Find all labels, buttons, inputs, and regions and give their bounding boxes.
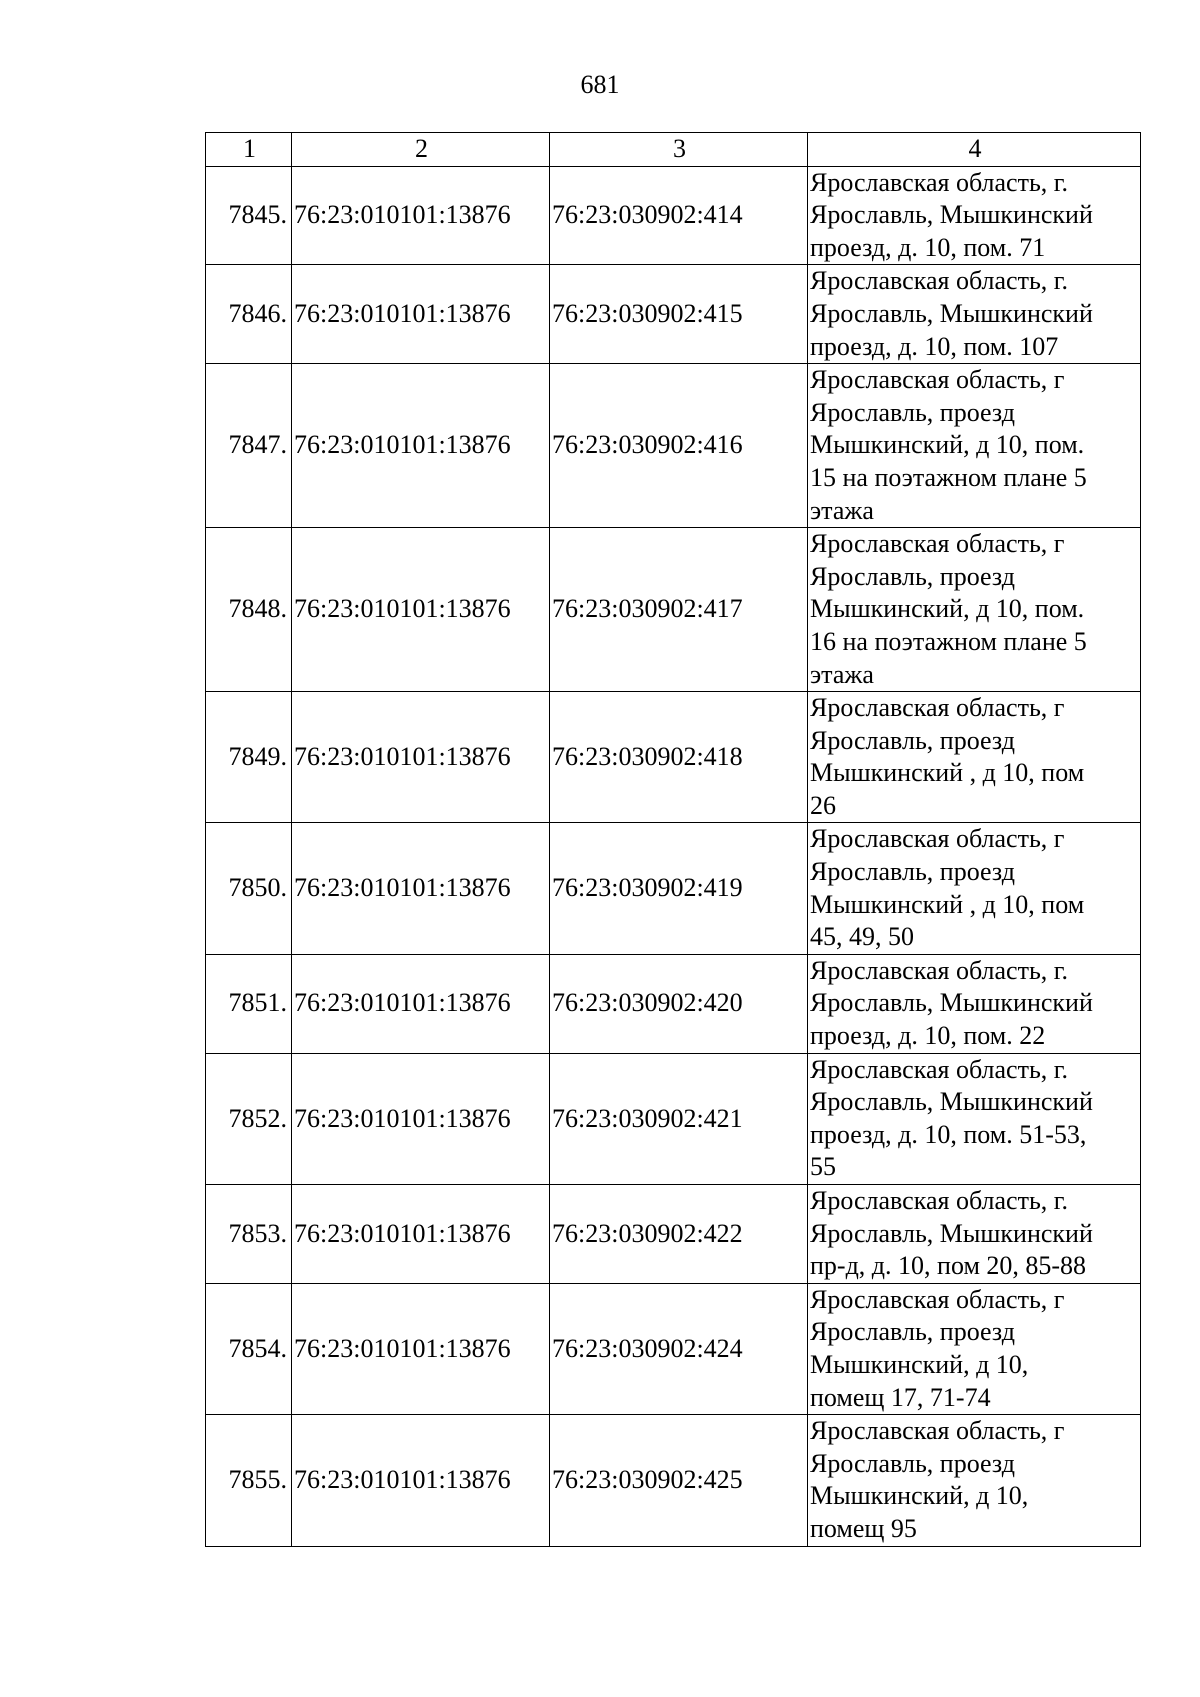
address-cell [808,528,1141,692]
address-line: 26 [810,790,836,820]
header-cell-1: 1 [206,133,292,167]
address-cell [808,265,1141,364]
table-row [206,1415,1141,1546]
header-cell-4: 4 [808,133,1141,167]
address-line: Ярославль, Мышкинский [810,298,1093,328]
second-cadastral-number-cell: 76:23:030902:421 [550,1053,808,1184]
second-cadastral-number-cell: 76:23:030902:415 [550,265,808,364]
row-number-cell: 7849. [206,692,292,823]
header-cell-3: 3 [550,133,808,167]
address-cell [808,1283,1141,1414]
address-line: Ярославская область, г [810,693,1065,723]
second-cadastral-number-cell: 76:23:030902:420 [550,954,808,1053]
table-row [206,1053,1141,1184]
address-line: Мышкинский, д 10, [810,1349,1029,1379]
address-line: Ярославская область, г. [810,1186,1069,1215]
first-cadastral-number-cell: 76:23:010101:13876 [292,954,550,1053]
table-row [206,265,1141,364]
first-cadastral-number-cell: 76:23:010101:13876 [292,265,550,364]
table-row [206,823,1141,954]
address-line: 55 [810,1152,836,1182]
address-line: Ярославль, Мышкинский [810,988,1093,1018]
row-number-cell: 7853. [206,1185,292,1284]
address-line: Ярославль, проезд [810,857,1015,887]
first-cadastral-number-cell: 76:23:010101:13876 [292,1415,550,1546]
row-number-cell: 7855. [206,1415,292,1546]
first-cadastral-number-cell: 76:23:010101:13876 [292,166,550,265]
address-line: Ярославская область, г [810,529,1065,559]
address-line: Ярославская область, г [810,1416,1065,1446]
address-line: Мышкинский, д 10, пом. [810,430,1085,460]
table-row [206,528,1141,692]
address-line: Ярославль, Мышкинский [810,1218,1093,1248]
header-cell-2: 2 [292,133,550,167]
row-number-cell: 7845. [206,166,292,265]
address-line: помещ 95 [810,1513,917,1543]
address-line: помещ 17, 71-74 [810,1382,991,1412]
address-line: Мышкинский , д 10, пом [810,889,1085,919]
table-body [206,166,1141,1546]
second-cadastral-number-cell: 76:23:030902:414 [550,166,808,265]
address-line: Ярославская область, г [810,1284,1065,1314]
table-row [206,1283,1141,1414]
table-row [206,954,1141,1053]
table-row [206,364,1141,528]
address-line: проезд, д. 10, пом. 51-53, [810,1119,1087,1149]
second-cadastral-number-cell: 76:23:030902:424 [550,1283,808,1414]
table-row [206,1185,1141,1284]
address-line: Ярославская область, г. [810,167,1069,197]
address-cell [808,1415,1141,1546]
address-line: Ярославская область, г [810,365,1065,395]
address-cell [808,954,1141,1053]
address-line: Ярославская область, г. [810,1054,1069,1084]
second-cadastral-number-cell: 76:23:030902:425 [550,1415,808,1546]
address-line: Мышкинский, д 10, пом. [810,594,1085,624]
page-number: 681 [580,70,620,99]
second-cadastral-number-cell: 76:23:030902:419 [550,823,808,954]
address-line: проезд, д. 10, пом. 107 [810,331,1059,361]
address-cell [808,1185,1141,1284]
first-cadastral-number-cell: 76:23:010101:13876 [292,1185,550,1284]
row-number-cell: 7854. [206,1283,292,1414]
address-line: Ярославль, проезд [810,561,1015,591]
row-number-cell: 7848. [206,528,292,692]
address-cell [808,1053,1141,1184]
address-line: Ярославская область, г. [810,955,1069,985]
first-cadastral-number-cell: 76:23:010101:13876 [292,1053,550,1184]
first-cadastral-number-cell: 76:23:010101:13876 [292,528,550,692]
address-line: Ярославль, проезд [810,725,1015,755]
second-cadastral-number-cell: 76:23:030902:417 [550,528,808,692]
address-line: проезд, д. 10, пом. 71 [810,232,1046,262]
address-line: Ярославль, проезд [810,397,1015,427]
table-row [206,692,1141,823]
address-line: Ярославль, проезд [810,1448,1015,1478]
row-number-cell: 7851. [206,954,292,1053]
address-line: Ярославская область, г. [810,266,1069,296]
address-line: Мышкинский, д 10, [810,1481,1029,1511]
address-line: Ярославль, Мышкинский [810,200,1093,230]
second-cadastral-number-cell: 76:23:030902:418 [550,692,808,823]
first-cadastral-number-cell: 76:23:010101:13876 [292,692,550,823]
address-line: 45, 49, 50 [810,922,914,952]
address-line: 16 на поэтажном плане 5 [810,626,1087,656]
address-cell [808,692,1141,823]
address-line: Ярославская область, г [810,824,1065,854]
registry-table [205,132,1141,1547]
second-cadastral-number-cell: 76:23:030902:416 [550,364,808,528]
address-line: этажа [810,495,874,525]
address-line: проезд, д. 10, пом. 22 [810,1021,1046,1051]
address-line: 15 на поэтажном плане 5 [810,462,1087,492]
address-line: Ярославль, Мышкинский [810,1087,1093,1117]
table-row [206,166,1141,265]
row-number-cell: 7850. [206,823,292,954]
row-number-cell: 7852. [206,1053,292,1184]
header-row [206,133,1141,167]
address-cell [808,364,1141,528]
second-cadastral-number-cell: 76:23:030902:422 [550,1185,808,1284]
address-line: Ярославль, проезд [810,1317,1015,1347]
address-cell [808,823,1141,954]
address-line: Мышкинский , д 10, пом [810,758,1085,788]
row-number-cell: 7847. [206,364,292,528]
row-number-cell: 7846. [206,265,292,364]
address-line: этажа [810,659,874,689]
first-cadastral-number-cell: 76:23:010101:13876 [292,823,550,954]
first-cadastral-number-cell: 76:23:010101:13876 [292,1283,550,1414]
address-line: пр-д, д. 10, пом 20, 85-88 [810,1251,1087,1281]
first-cadastral-number-cell: 76:23:010101:13876 [292,364,550,528]
address-cell [808,166,1141,265]
